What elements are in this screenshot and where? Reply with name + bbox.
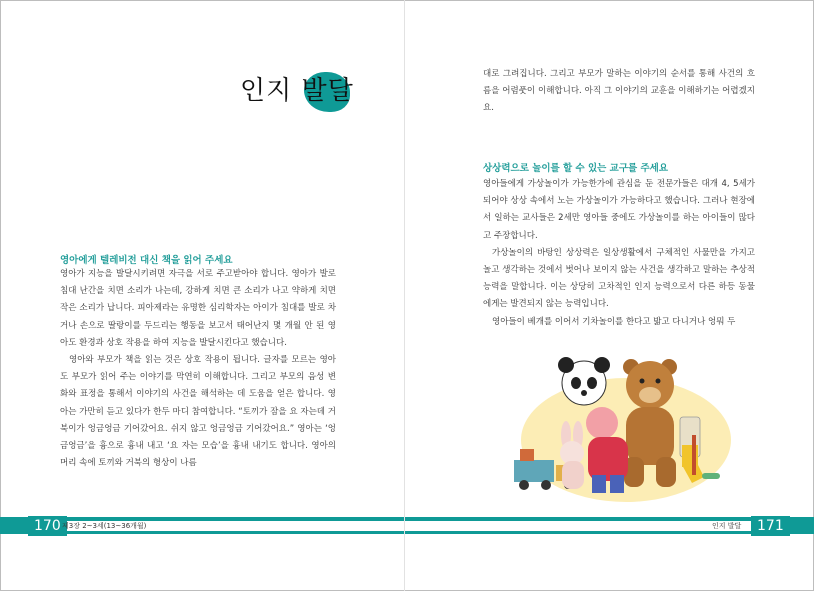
teddy-bears-illustration [506, 345, 736, 505]
paragraph: 영아가 지능을 발달시키려면 자극을 서로 주고받아야 합니다. 영아가 발로 침대 난간을 치면 소리가 나는데, 강하게 치면 큰 소리가 나고 약하게 치면 작은 소리가 납니다. 피아제라는 유명한 심리학자는 아이가 침대를 발로 차거나 손으로 딸랑이를 두드리는 행동을 보고서 태어난지 몇 개월 안 된 영아도 환경과 상호 작용을 하여 지능을 발달시킨다고 했습니다. [60, 269, 336, 348]
body-text-right-intro [483, 66, 755, 118]
page-number-right: 171 [751, 516, 790, 536]
chapter-title [240, 70, 354, 110]
page-number-left: 170 [28, 516, 67, 536]
section-heading-left: 영아에게 텔레비전 대신 책을 읽어 주세요 [60, 255, 233, 266]
section-heading-right: 상상력으로 놀이를 할 수 있는 교구를 주세요 [483, 163, 669, 174]
body-text-right [483, 176, 755, 331]
gutter [404, 0, 405, 591]
paragraph: 가상놀이의 바탕인 상상력은 일상생활에서 구체적인 사물만을 가지고 놀고 생각하는 것에서 벗어나 보이지 않는 사건을 생각하고 말하는 추상적 능력을 말합니다. 이는 상당히 고차적인 인지 능력으로서 다른 하등 동물에게는 발견되지 않는 능력입니다. [483, 247, 755, 310]
paragraph: 대로 그려집니다. 그리고 부모가 말하는 이야기의 순서를 통해 사건의 흐름을 어렴풋이 이해합니다. 아직 그 이야기의 교훈을 이해하기는 어렵겠지요. [483, 69, 755, 114]
paragraph: 영아와 부모가 책을 읽는 것은 상호 작용이 됩니다. 글자를 모르는 영아도 부모가 읽어 주는 이야기를 막연히 이해합니다. 그리고 부모의 음성 변화와 표정을 통해서 이야기의 사건을 해석하는 데 도움을 얻은 합니다. 영아는 가만히 듣고 있다가 한두 마디 참여합니다. “토끼가 잠을 요 자는데 거북이가 엉금엉금 기어갔어요. 쉬지 않고 엉금엉금 기어갔어요.” 영아는 ‘엉금엉금’을 흉으로 흉내 내고 ‘요 자는 모습’을 흉내 내기도 합니다. 영아의 머리 속에 토끼와 거북의 형상이 나름 [60, 355, 336, 469]
body-text-left [60, 266, 336, 472]
running-footer-right: 인지 발달 [712, 522, 742, 530]
footer-strip-right [405, 521, 751, 531]
paragraph: 영아들이 베개를 이어서 기차놀이를 한다고 밟고 다니거나 엉뭐 두 [492, 316, 736, 327]
running-footer-left: 제3장 2~3세(13~36개월) [62, 522, 147, 530]
chapter-title-text: 인지 발달 [240, 76, 354, 106]
paragraph: 영아들에게 가상놀이가 가능한가에 관심을 둔 전문가들은 대개 4, 5세가 되어야 상상 속에서 노는 가상놀이가 가능하다고 했습니다. 그러나 현장에서 일하는 교사들은 2세만 영아들 중에도 가상놀이를 하는 아이들이 많다고 주장합니다. [483, 179, 755, 241]
